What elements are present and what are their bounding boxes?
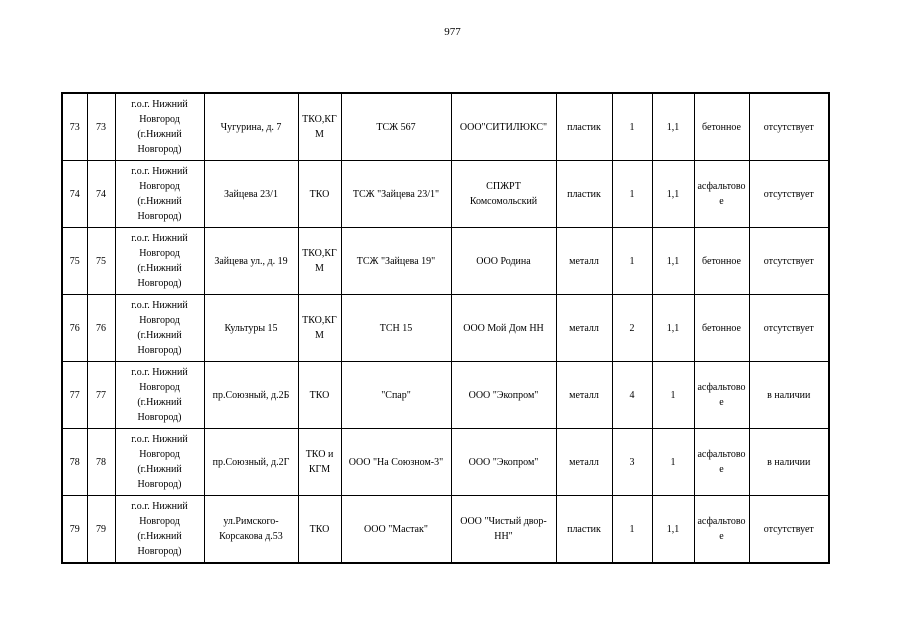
row-number: 76 <box>62 295 87 362</box>
waste-source-cell: ТСЖ 567 <box>341 93 451 161</box>
container-volume-cell: 1 <box>652 362 694 429</box>
district-cell: г.о.г. Нижний Новгород (г.Нижний Новгород) <box>115 496 204 564</box>
container-material-cell: металл <box>556 429 612 496</box>
waste-type-cell: ТКО <box>298 496 341 564</box>
table-row <box>62 496 829 564</box>
surface-cell: бетонное <box>694 295 749 362</box>
container-count-cell: 1 <box>612 228 652 295</box>
table-row <box>62 228 829 295</box>
operator-cell: ООО Мой Дом НН <box>451 295 556 362</box>
container-material-cell: пластик <box>556 93 612 161</box>
waste-type-cell: ТКО <box>298 362 341 429</box>
container-volume-cell: 1,1 <box>652 228 694 295</box>
fence-cell: отсутствует <box>749 93 829 161</box>
surface-cell: асфальтовое <box>694 362 749 429</box>
street-cell: пр.Союзный, д.2Б <box>204 362 298 429</box>
container-count-cell: 4 <box>612 362 652 429</box>
row-number: 74 <box>62 161 87 228</box>
waste-type-cell: ТКО,КГМ <box>298 93 341 161</box>
surface-cell: асфальтовое <box>694 496 749 564</box>
site-number: 76 <box>87 295 115 362</box>
operator-cell: ООО "Экопром" <box>451 362 556 429</box>
district-cell: г.о.г. Нижний Новгород (г.Нижний Новгород) <box>115 295 204 362</box>
waste-type-cell: ТКО,КГМ <box>298 295 341 362</box>
waste-type-cell: ТКО,КГМ <box>298 228 341 295</box>
waste-type-cell: ТКО и КГМ <box>298 429 341 496</box>
container-volume-cell: 1,1 <box>652 496 694 564</box>
district-cell: г.о.г. Нижний Новгород (г.Нижний Новгород) <box>115 228 204 295</box>
waste-type-cell: ТКО <box>298 161 341 228</box>
container-material-cell: пластик <box>556 161 612 228</box>
container-volume-cell: 1,1 <box>652 161 694 228</box>
fence-cell: отсутствует <box>749 295 829 362</box>
surface-cell: бетонное <box>694 93 749 161</box>
site-number: 73 <box>87 93 115 161</box>
waste-sites-table <box>61 92 830 564</box>
district-cell: г.о.г. Нижний Новгород (г.Нижний Новгород) <box>115 362 204 429</box>
container-volume-cell: 1,1 <box>652 93 694 161</box>
surface-cell: бетонное <box>694 228 749 295</box>
container-material-cell: металл <box>556 295 612 362</box>
operator-cell: ООО "Чистый двор-НН" <box>451 496 556 564</box>
container-volume-cell: 1,1 <box>652 295 694 362</box>
waste-source-cell: "Спар" <box>341 362 451 429</box>
row-number: 73 <box>62 93 87 161</box>
waste-source-cell: ООО "Мастак" <box>341 496 451 564</box>
district-cell: г.о.г. Нижний Новгород (г.Нижний Новгород) <box>115 93 204 161</box>
site-number: 75 <box>87 228 115 295</box>
table-row <box>62 362 829 429</box>
table-row <box>62 429 829 496</box>
street-cell: Чугурина, д. 7 <box>204 93 298 161</box>
container-material-cell: пластик <box>556 496 612 564</box>
waste-source-cell: ТСН 15 <box>341 295 451 362</box>
fence-cell: отсутствует <box>749 161 829 228</box>
table-row <box>62 93 829 161</box>
table-row <box>62 295 829 362</box>
site-number: 79 <box>87 496 115 564</box>
operator-cell: ООО Родина <box>451 228 556 295</box>
site-number: 77 <box>87 362 115 429</box>
operator-cell: СПЖРТ Комсомольский <box>451 161 556 228</box>
page-number: 977 <box>444 26 461 38</box>
district-cell: г.о.г. Нижний Новгород (г.Нижний Новгород) <box>115 429 204 496</box>
container-count-cell: 1 <box>612 161 652 228</box>
fence-cell: отсутствует <box>749 496 829 564</box>
row-number: 79 <box>62 496 87 564</box>
container-count-cell: 2 <box>612 295 652 362</box>
fence-cell: в наличии <box>749 429 829 496</box>
street-cell: Культуры 15 <box>204 295 298 362</box>
row-number: 75 <box>62 228 87 295</box>
container-count-cell: 1 <box>612 496 652 564</box>
container-material-cell: металл <box>556 228 612 295</box>
surface-cell: асфальтовое <box>694 161 749 228</box>
waste-source-cell: ООО "На Союзном-3" <box>341 429 451 496</box>
waste-source-cell: ТСЖ "Зайцева 19" <box>341 228 451 295</box>
row-number: 78 <box>62 429 87 496</box>
waste-source-cell: ТСЖ "Зайцева 23/1" <box>341 161 451 228</box>
container-material-cell: металл <box>556 362 612 429</box>
site-number: 78 <box>87 429 115 496</box>
fence-cell: отсутствует <box>749 228 829 295</box>
container-volume-cell: 1 <box>652 429 694 496</box>
street-cell: ул.Римского-Корсакова д.53 <box>204 496 298 564</box>
container-count-cell: 1 <box>612 93 652 161</box>
surface-cell: асфальтовое <box>694 429 749 496</box>
site-number: 74 <box>87 161 115 228</box>
district-cell: г.о.г. Нижний Новгород (г.Нижний Новгород) <box>115 161 204 228</box>
container-count-cell: 3 <box>612 429 652 496</box>
street-cell: пр.Союзный, д.2Г <box>204 429 298 496</box>
operator-cell: ООО"СИТИЛЮКС" <box>451 93 556 161</box>
street-cell: Зайцева 23/1 <box>204 161 298 228</box>
operator-cell: ООО "Экопром" <box>451 429 556 496</box>
row-number: 77 <box>62 362 87 429</box>
fence-cell: в наличии <box>749 362 829 429</box>
street-cell: Зайцева ул., д. 19 <box>204 228 298 295</box>
table-row <box>62 161 829 228</box>
